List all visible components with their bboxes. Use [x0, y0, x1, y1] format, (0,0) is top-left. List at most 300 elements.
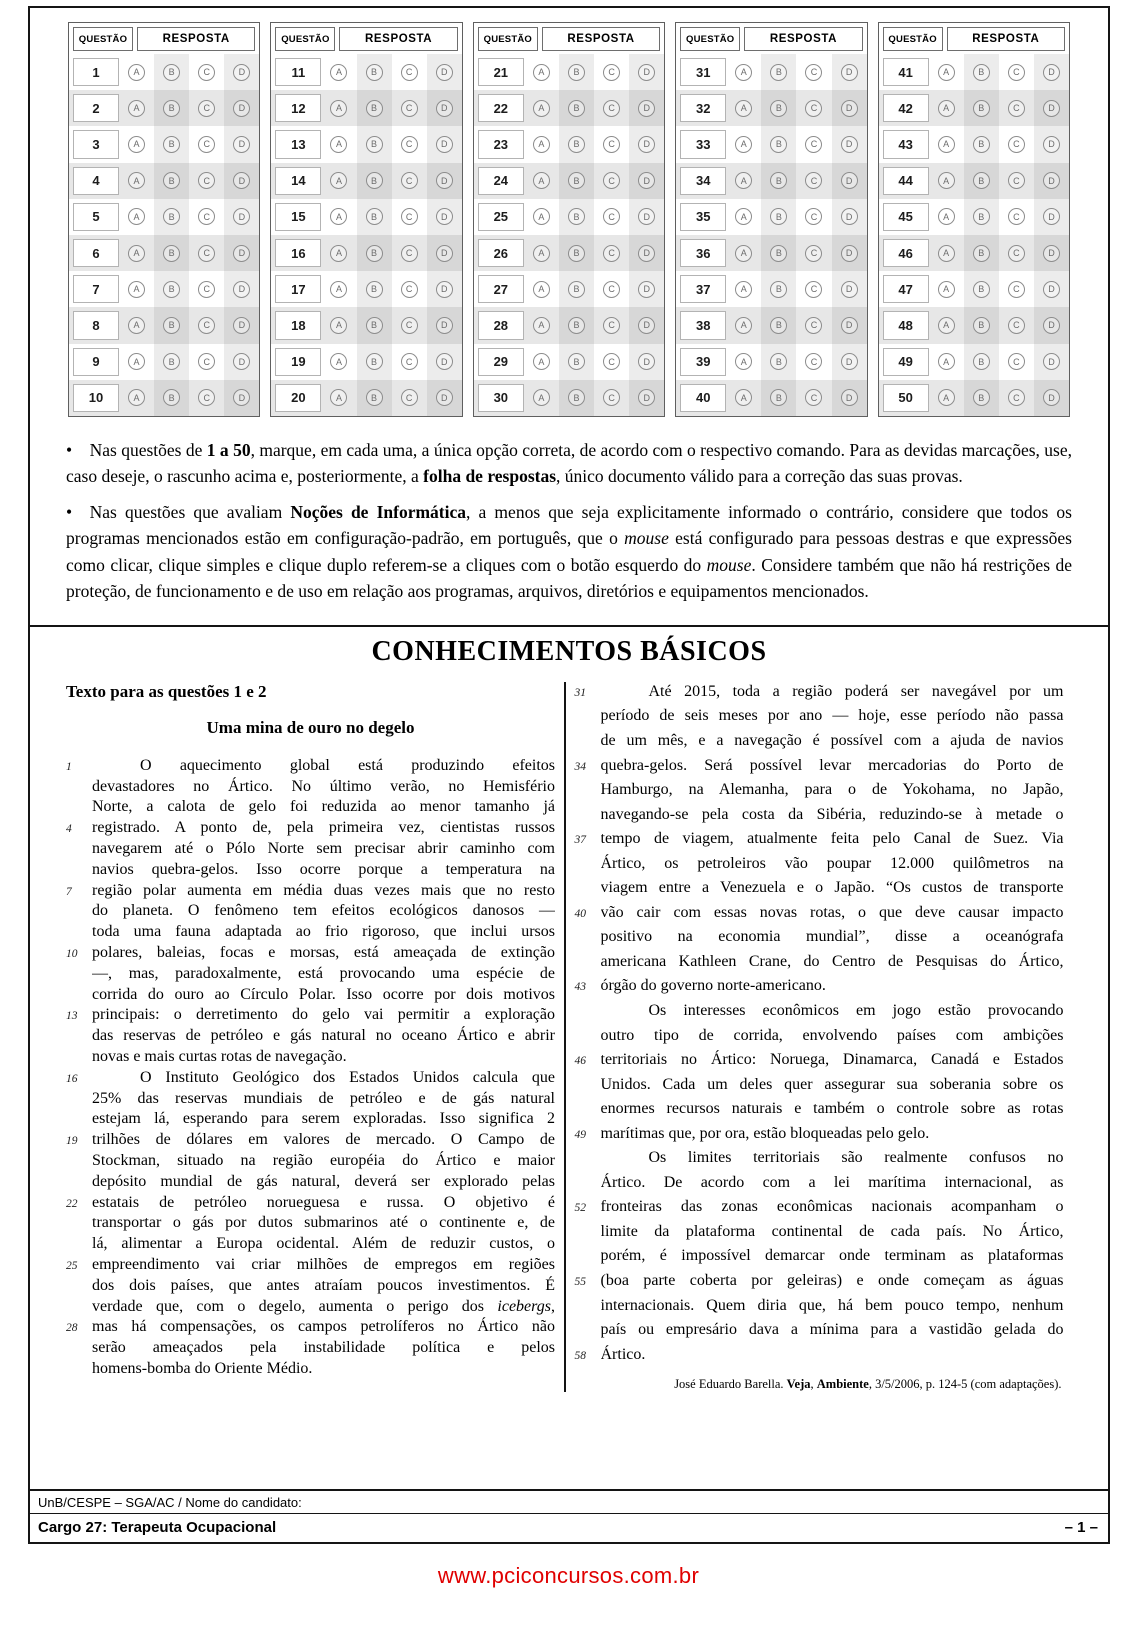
option-cell	[761, 54, 796, 90]
line-text: (boa parte coberta por geleiras) e onde começam as águas	[600, 1272, 1064, 1289]
answer-bubble-c[interactable]: C	[198, 208, 215, 225]
answer-bubble-c[interactable]: C	[198, 245, 215, 262]
answer-bubble-d[interactable]: D	[1043, 389, 1060, 406]
answer-bubble-d[interactable]: D	[233, 136, 250, 153]
option-cell	[761, 271, 796, 307]
answer-bubble-c[interactable]: C	[1008, 100, 1025, 117]
grid-rows	[69, 54, 259, 416]
option-cell	[832, 380, 867, 416]
option-cell	[392, 54, 427, 90]
answer-bubble-b[interactable]: B	[973, 389, 990, 406]
answer-bubble-c[interactable]: C	[805, 389, 822, 406]
line-text: Ártico. De acordo com a lei marítima internacional, as	[600, 1173, 1064, 1191]
answer-bubble-a[interactable]: A	[938, 136, 955, 153]
answer-bubble-d[interactable]: D	[436, 245, 453, 262]
answer-bubble-d[interactable]: D	[436, 389, 453, 406]
answer-bubble-c[interactable]: C	[401, 64, 418, 81]
answer-bubble-d[interactable]: D	[436, 317, 453, 334]
answer-bubble-d[interactable]: D	[1043, 208, 1060, 225]
option-cells	[524, 380, 664, 416]
answer-bubble-c[interactable]: C	[1008, 389, 1025, 406]
option-cell	[119, 380, 154, 416]
answer-bubble-d[interactable]: D	[1043, 317, 1060, 334]
answer-bubble-b[interactable]: B	[770, 389, 787, 406]
answer-row	[69, 126, 259, 162]
text-line	[575, 729, 1064, 754]
option-cell	[357, 344, 392, 380]
option-cell	[559, 199, 594, 235]
answer-bubble-a[interactable]: A	[330, 353, 347, 370]
answer-bubble-a[interactable]: A	[330, 245, 347, 262]
option-cell	[999, 344, 1034, 380]
answer-bubble-c[interactable]: C	[198, 317, 215, 334]
answer-bubble-d[interactable]: D	[638, 172, 655, 189]
answer-bubble-a[interactable]: A	[533, 208, 550, 225]
answer-bubble-b[interactable]: B	[163, 100, 180, 117]
answer-bubble-c[interactable]: C	[401, 353, 418, 370]
option-cell	[1034, 90, 1069, 126]
answer-bubble-d[interactable]: D	[841, 100, 858, 117]
answer-bubble-d[interactable]: D	[233, 172, 250, 189]
answer-bubble-c[interactable]: C	[603, 389, 620, 406]
answer-bubble-b[interactable]: B	[568, 353, 585, 370]
answer-bubble-c[interactable]: C	[401, 281, 418, 298]
answer-bubble-d[interactable]: D	[638, 389, 655, 406]
option-cell	[594, 54, 629, 90]
answer-bubble-d[interactable]: D	[1043, 281, 1060, 298]
line-text: Stockman, situado na região européia do Ártico e maior	[92, 1152, 555, 1170]
option-cell	[796, 271, 831, 307]
answer-bubble-d[interactable]: D	[841, 64, 858, 81]
answer-bubble-b[interactable]: B	[770, 353, 787, 370]
answer-bubble-d[interactable]: D	[841, 389, 858, 406]
answer-bubble-c[interactable]: C	[805, 136, 822, 153]
answer-bubble-d[interactable]: D	[1043, 100, 1060, 117]
answer-bubble-a[interactable]: A	[938, 64, 955, 81]
answer-bubble-b[interactable]: B	[973, 281, 990, 298]
option-cell	[427, 271, 462, 307]
text-line	[575, 925, 1064, 950]
answer-bubble-a[interactable]: A	[735, 245, 752, 262]
answer-bubble-c[interactable]: C	[401, 317, 418, 334]
answer-bubble-d[interactable]: D	[841, 172, 858, 189]
option-cell	[189, 163, 224, 199]
answer-bubble-b[interactable]: B	[163, 353, 180, 370]
answer-bubble-d[interactable]: D	[841, 317, 858, 334]
answer-bubble-b[interactable]: B	[770, 317, 787, 334]
answer-bubble-b[interactable]: B	[973, 172, 990, 189]
answer-bubble-c[interactable]: C	[1008, 245, 1025, 262]
answer-bubble-c[interactable]: C	[401, 245, 418, 262]
line-text: Ártico, os petroleiros vão poupar 12.000 quilômetros na	[600, 854, 1064, 872]
answer-bubble-d[interactable]: D	[1043, 172, 1060, 189]
answer-bubble-a[interactable]: A	[533, 389, 550, 406]
line-text: lá, alimentar a Europa ocidental. Além de reduzir custos, o	[92, 1235, 555, 1253]
answer-bubble-c[interactable]: C	[603, 172, 620, 189]
text-line	[66, 1255, 555, 1276]
text-line	[575, 1122, 1064, 1147]
answer-bubble-b[interactable]: B	[973, 353, 990, 370]
answer-bubble-b[interactable]: B	[568, 317, 585, 334]
answer-bubble-d[interactable]: D	[233, 317, 250, 334]
answer-bubble-a[interactable]: A	[533, 172, 550, 189]
answer-bubble-a[interactable]: A	[533, 136, 550, 153]
answer-bubble-b[interactable]: B	[163, 172, 180, 189]
answer-bubble-b[interactable]: B	[568, 64, 585, 81]
option-cell	[929, 90, 964, 126]
answer-bubble-b[interactable]: B	[973, 136, 990, 153]
answer-bubble-b[interactable]: B	[366, 100, 383, 117]
question-number: 37	[680, 275, 726, 303]
answer-bubble-a[interactable]: A	[735, 172, 752, 189]
right-column	[575, 680, 1064, 1392]
line-text: enormes recursos naturais e também o controle sobre as rotas	[600, 1100, 1064, 1118]
question-number: 45	[883, 203, 929, 231]
line-text: região polar aumenta em média duas vezes mais que no resto	[92, 881, 555, 899]
text-line	[575, 1220, 1064, 1245]
answer-bubble-a[interactable]: A	[533, 100, 550, 117]
answer-bubble-b[interactable]: B	[366, 353, 383, 370]
answer-bubble-d[interactable]: D	[436, 208, 453, 225]
answer-bubble-a[interactable]: A	[735, 389, 752, 406]
answer-bubble-a[interactable]: A	[533, 353, 550, 370]
text-line	[575, 852, 1064, 877]
answer-bubble-a[interactable]: A	[938, 353, 955, 370]
answer-bubble-b[interactable]: B	[163, 64, 180, 81]
answer-bubble-c[interactable]: C	[198, 172, 215, 189]
option-cell	[392, 163, 427, 199]
line-text: órgão do governo norte-americano.	[600, 977, 826, 995]
answer-bubble-c[interactable]: C	[401, 172, 418, 189]
text-line	[66, 1109, 555, 1130]
answer-bubble-a[interactable]: A	[735, 64, 752, 81]
option-cells	[726, 126, 866, 162]
option-cell	[321, 163, 356, 199]
answer-bubble-d[interactable]: D	[233, 100, 250, 117]
answer-bubble-d[interactable]: D	[1043, 245, 1060, 262]
text-line	[575, 704, 1064, 729]
option-cell	[832, 235, 867, 271]
line-text: americana Kathleen Crane, do Centro de Pesquisas do Ártico,	[600, 952, 1064, 970]
answer-bubble-a[interactable]: A	[128, 136, 145, 153]
answer-bubble-b[interactable]: B	[770, 100, 787, 117]
answer-bubble-d[interactable]: D	[233, 208, 250, 225]
option-cell	[594, 126, 629, 162]
answer-bubble-d[interactable]: D	[436, 100, 453, 117]
answer-bubble-a[interactable]: A	[128, 64, 145, 81]
answer-bubble-a[interactable]: A	[128, 389, 145, 406]
option-cell	[796, 344, 831, 380]
question-number: 30	[478, 384, 524, 412]
answer-bubble-d[interactable]: D	[436, 136, 453, 153]
answer-bubble-b[interactable]: B	[163, 281, 180, 298]
answer-bubble-c[interactable]: C	[805, 317, 822, 334]
answer-bubble-c[interactable]: C	[805, 100, 822, 117]
option-cells	[524, 344, 664, 380]
answer-bubble-d[interactable]: D	[638, 281, 655, 298]
answer-bubble-a[interactable]: A	[330, 64, 347, 81]
answer-bubble-c[interactable]: C	[603, 136, 620, 153]
answer-bubble-b[interactable]: B	[366, 208, 383, 225]
answer-bubble-b[interactable]: B	[770, 136, 787, 153]
answer-bubble-c[interactable]: C	[1008, 317, 1025, 334]
text-line	[66, 1234, 555, 1255]
answer-bubble-a[interactable]: A	[128, 353, 145, 370]
option-cell	[929, 199, 964, 235]
answer-bubble-b[interactable]: B	[770, 172, 787, 189]
answer-bubble-d[interactable]: D	[436, 172, 453, 189]
answer-bubble-b[interactable]: B	[770, 64, 787, 81]
answer-bubble-d[interactable]: D	[841, 281, 858, 298]
answer-bubble-b[interactable]: B	[366, 245, 383, 262]
answer-row	[69, 90, 259, 126]
answer-bubble-a[interactable]: A	[128, 317, 145, 334]
answer-bubble-c[interactable]: C	[1008, 172, 1025, 189]
option-cell	[357, 271, 392, 307]
answer-bubble-c[interactable]: C	[1008, 136, 1025, 153]
answer-bubble-c[interactable]: C	[805, 172, 822, 189]
answer-bubble-a[interactable]: A	[735, 208, 752, 225]
answer-bubble-a[interactable]: A	[938, 208, 955, 225]
answer-bubble-d[interactable]: D	[233, 389, 250, 406]
answer-bubble-d[interactable]: D	[233, 245, 250, 262]
answer-bubble-c[interactable]: C	[1008, 64, 1025, 81]
answer-bubble-b[interactable]: B	[568, 281, 585, 298]
answer-bubble-b[interactable]: B	[163, 136, 180, 153]
answer-bubble-b[interactable]: B	[568, 208, 585, 225]
option-cells	[321, 199, 461, 235]
answer-bubble-a[interactable]: A	[128, 245, 145, 262]
answer-bubble-a[interactable]: A	[533, 245, 550, 262]
answer-bubble-a[interactable]: A	[330, 317, 347, 334]
answer-bubble-c[interactable]: C	[401, 208, 418, 225]
question-number: 5	[73, 203, 119, 231]
answer-bubble-a[interactable]: A	[938, 317, 955, 334]
answer-bubble-b[interactable]: B	[568, 389, 585, 406]
option-cell	[796, 235, 831, 271]
answer-bubble-c[interactable]: C	[198, 64, 215, 81]
answer-bubble-a[interactable]: A	[533, 64, 550, 81]
question-number: 26	[478, 239, 524, 267]
answer-bubble-b[interactable]: B	[973, 64, 990, 81]
question-number: 46	[883, 239, 929, 267]
answer-bubble-b[interactable]: B	[973, 317, 990, 334]
answer-bubble-c[interactable]: C	[198, 353, 215, 370]
answer-bubble-d[interactable]: D	[841, 353, 858, 370]
answer-bubble-b[interactable]: B	[366, 136, 383, 153]
option-cell	[629, 199, 664, 235]
answer-bubble-a[interactable]: A	[938, 245, 955, 262]
option-cell	[559, 307, 594, 343]
answer-bubble-c[interactable]: C	[805, 281, 822, 298]
answer-bubble-d[interactable]: D	[638, 317, 655, 334]
answer-bubble-a[interactable]: A	[128, 100, 145, 117]
option-cell	[154, 54, 189, 90]
answer-bubble-c[interactable]: C	[603, 64, 620, 81]
answer-bubble-c[interactable]: C	[401, 389, 418, 406]
answer-bubble-a[interactable]: A	[735, 281, 752, 298]
option-cell	[726, 126, 761, 162]
line-text: corrida do ouro ao Círculo Polar. Isso ocorre por dois motivos	[92, 985, 555, 1003]
text-line	[575, 680, 1064, 705]
answer-bubble-a[interactable]: A	[735, 353, 752, 370]
line-number: 25	[66, 1260, 78, 1272]
answer-row	[474, 235, 664, 271]
line-text: de um mês, e a navegação é possível com a ajuda de navios	[600, 731, 1064, 749]
option-cells	[524, 163, 664, 199]
option-cell	[357, 163, 392, 199]
answer-bubble-d[interactable]: D	[1043, 64, 1060, 81]
answer-bubble-b[interactable]: B	[770, 208, 787, 225]
answer-bubble-a[interactable]: A	[533, 281, 550, 298]
option-cell	[321, 271, 356, 307]
answer-bubble-c[interactable]: C	[401, 100, 418, 117]
option-cell	[189, 235, 224, 271]
answer-bubble-d[interactable]: D	[1043, 136, 1060, 153]
answer-bubble-d[interactable]: D	[638, 245, 655, 262]
answer-row	[271, 199, 461, 235]
answer-bubble-b[interactable]: B	[366, 281, 383, 298]
answer-bubble-d[interactable]: D	[436, 281, 453, 298]
answer-bubble-a[interactable]: A	[128, 281, 145, 298]
answer-bubble-d[interactable]: D	[233, 281, 250, 298]
answer-bubble-b[interactable]: B	[973, 208, 990, 225]
answer-bubble-d[interactable]: D	[841, 208, 858, 225]
answer-bubble-a[interactable]: A	[330, 136, 347, 153]
answer-bubble-c[interactable]: C	[198, 136, 215, 153]
option-cells	[929, 307, 1069, 343]
option-cell	[726, 380, 761, 416]
answer-bubble-b[interactable]: B	[973, 245, 990, 262]
answer-bubble-a[interactable]: A	[735, 317, 752, 334]
answer-bubble-d[interactable]: D	[233, 353, 250, 370]
answer-bubble-a[interactable]: A	[330, 172, 347, 189]
answer-bubble-a[interactable]: A	[128, 208, 145, 225]
answer-bubble-b[interactable]: B	[366, 64, 383, 81]
answer-bubble-a[interactable]: A	[330, 208, 347, 225]
line-text: novas e mais curtas rotas de navegação.	[92, 1048, 347, 1066]
answer-bubble-b[interactable]: B	[568, 100, 585, 117]
answer-bubble-c[interactable]: C	[805, 64, 822, 81]
answer-bubble-c[interactable]: C	[805, 208, 822, 225]
answer-bubble-b[interactable]: B	[770, 245, 787, 262]
answer-bubble-c[interactable]: C	[603, 353, 620, 370]
text-line	[575, 1146, 1064, 1171]
answer-bubble-d[interactable]: D	[841, 136, 858, 153]
option-cell	[1034, 271, 1069, 307]
answer-bubble-a[interactable]: A	[938, 389, 955, 406]
answer-bubble-a[interactable]: A	[330, 389, 347, 406]
answer-bubble-b[interactable]: B	[163, 317, 180, 334]
answer-bubble-a[interactable]: A	[938, 100, 955, 117]
answer-bubble-b[interactable]: B	[163, 245, 180, 262]
text-line	[66, 777, 555, 798]
answer-bubble-a[interactable]: A	[938, 172, 955, 189]
grid-rows	[271, 54, 461, 416]
line-text: polares, baleias, focas e morsas, está ameaçada de extinção	[92, 944, 555, 962]
answer-bubble-d[interactable]: D	[233, 64, 250, 81]
answer-bubble-d[interactable]: D	[638, 353, 655, 370]
option-cells	[524, 307, 664, 343]
line-number: 58	[574, 1349, 586, 1362]
answer-bubble-c[interactable]: C	[1008, 353, 1025, 370]
resposta-header: RESPOSTA	[744, 27, 862, 51]
answer-bubble-c[interactable]: C	[198, 100, 215, 117]
answer-bubble-d[interactable]: D	[841, 245, 858, 262]
answer-bubble-c[interactable]: C	[603, 281, 620, 298]
grid-header	[474, 23, 664, 54]
answer-bubble-b[interactable]: B	[568, 172, 585, 189]
answer-row	[676, 199, 866, 235]
answer-bubble-b[interactable]: B	[366, 172, 383, 189]
option-cell	[761, 307, 796, 343]
line-text: vão cair com essas novas rotas, o que deve causar impacto	[600, 903, 1064, 921]
answer-bubble-b[interactable]: B	[770, 281, 787, 298]
answer-bubble-b[interactable]: B	[366, 389, 383, 406]
option-cells	[726, 90, 866, 126]
answer-bubble-c[interactable]: C	[198, 389, 215, 406]
answer-bubble-c[interactable]: C	[603, 245, 620, 262]
answer-bubble-b[interactable]: B	[163, 389, 180, 406]
option-cell	[832, 163, 867, 199]
answer-bubble-a[interactable]: A	[330, 281, 347, 298]
option-cell	[524, 163, 559, 199]
answer-bubble-d[interactable]: D	[638, 64, 655, 81]
answer-bubble-c[interactable]: C	[1008, 208, 1025, 225]
answer-bubble-b[interactable]: B	[366, 317, 383, 334]
answer-bubble-a[interactable]: A	[938, 281, 955, 298]
answer-bubble-a[interactable]: A	[735, 136, 752, 153]
answer-bubble-c[interactable]: C	[401, 136, 418, 153]
answer-bubble-a[interactable]: A	[128, 172, 145, 189]
question-number: 36	[680, 239, 726, 267]
answer-bubble-c[interactable]: C	[805, 245, 822, 262]
option-cells	[119, 126, 259, 162]
answer-bubble-c[interactable]: C	[1008, 281, 1025, 298]
answer-bubble-b[interactable]: B	[568, 245, 585, 262]
answer-bubble-d[interactable]: D	[436, 353, 453, 370]
answer-bubble-d[interactable]: D	[436, 64, 453, 81]
answer-row	[271, 307, 461, 343]
answer-bubble-c[interactable]: C	[198, 281, 215, 298]
option-cells	[524, 235, 664, 271]
answer-bubble-a[interactable]: A	[330, 100, 347, 117]
answer-bubble-c[interactable]: C	[603, 100, 620, 117]
answer-row	[69, 235, 259, 271]
answer-bubble-a[interactable]: A	[533, 317, 550, 334]
answer-bubble-d[interactable]: D	[638, 100, 655, 117]
answer-row	[879, 126, 1069, 162]
answer-bubble-c[interactable]: C	[805, 353, 822, 370]
answer-bubble-c[interactable]: C	[603, 317, 620, 334]
answer-bubble-d[interactable]: D	[638, 208, 655, 225]
line-number: 10	[66, 948, 78, 961]
answer-bubble-b[interactable]: B	[568, 136, 585, 153]
answer-bubble-b[interactable]: B	[163, 208, 180, 225]
answer-bubble-b[interactable]: B	[973, 100, 990, 117]
footer	[30, 1489, 1108, 1542]
option-cell	[119, 235, 154, 271]
option-cell	[726, 163, 761, 199]
answer-bubble-c[interactable]: C	[603, 208, 620, 225]
answer-bubble-a[interactable]: A	[735, 100, 752, 117]
text-line	[66, 1047, 555, 1068]
answer-row	[69, 344, 259, 380]
answer-bubble-d[interactable]: D	[638, 136, 655, 153]
option-cell	[392, 90, 427, 126]
option-cell	[832, 307, 867, 343]
answer-bubble-d[interactable]: D	[1043, 353, 1060, 370]
